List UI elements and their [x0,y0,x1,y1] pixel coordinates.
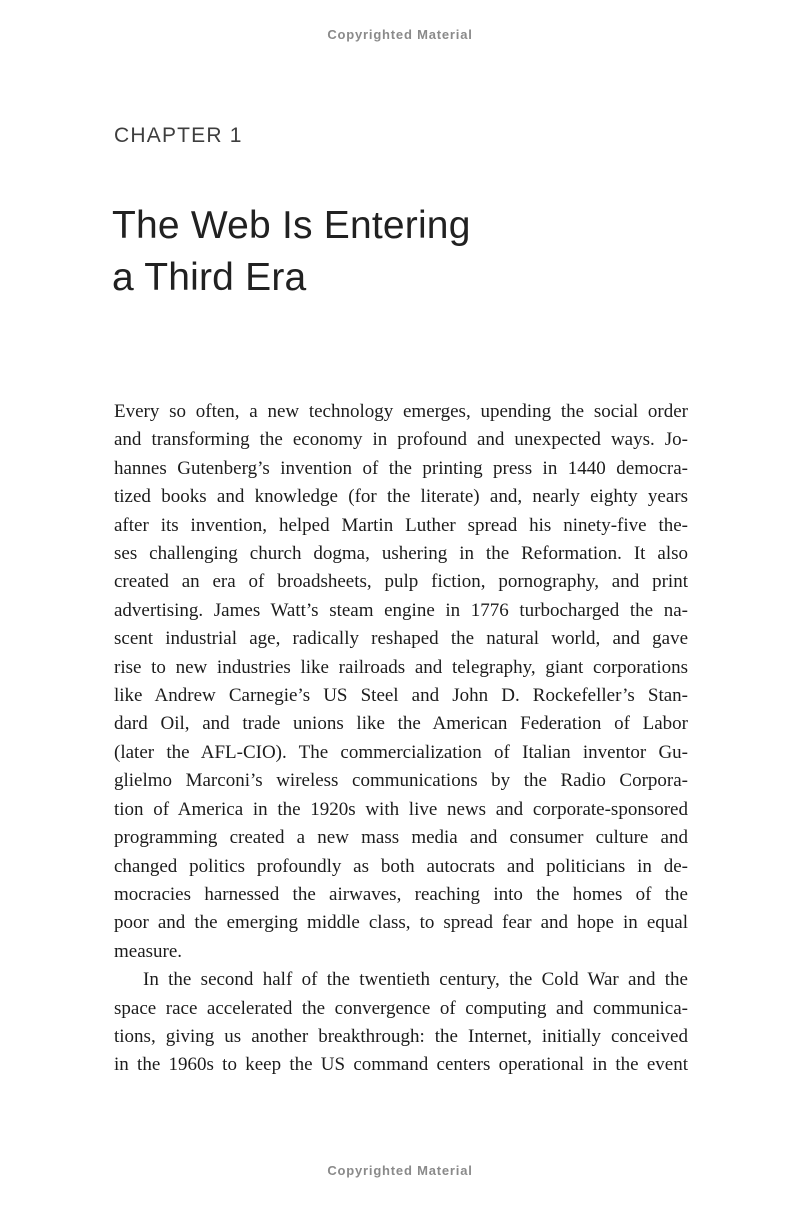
text-line: glielmo Marconi’s wireless communications by the Radio Corpora- [114,770,688,792]
text-line: scent industrial age, radically reshaped the natural world, and gave [114,628,688,650]
text-line: programming created a new mass media and consumer culture and [114,827,688,849]
text-line: hannes Gutenberg’s invention of the printing press in 1440 democra- [114,457,688,479]
text-line: in the 1960s to keep the US command centers operational in the event [114,1054,688,1076]
text-line: and transforming the economy in profound and unexpected ways. Jo- [114,429,688,451]
text-line: space race accelerated the convergence of computing and communica- [114,997,688,1019]
text-line: dard Oil, and trade unions like the American Federation of Labor [114,713,688,735]
chapter-title-line-2: a Third Era [112,256,307,299]
chapter-title [112,200,471,304]
copyright-notice-top: Copyrighted Material [327,27,473,42]
text-line: poor and the emerging middle class, to spread fear and hope in equal [114,912,688,934]
text-line: (later the AFL-CIO). The commercialization of Italian inventor Gu- [114,741,688,763]
text-line: tion of America in the 1920s with live news and corporate-sponsored [114,798,688,820]
text-line: In the second half of the twentieth century, the Cold War and the [143,969,688,991]
text-line: advertising. James Watt’s steam engine in 1776 turbocharged the na- [114,599,688,621]
text-line: tions, giving us another breakthrough: the Internet, initially conceived [114,1025,688,1047]
paragraph [114,398,688,966]
body-text [114,398,688,1080]
paragraph [114,966,688,1080]
text-line: created an era of broadsheets, pulp fiction, pornography, and print [114,571,688,593]
text-line: mocracies harnessed the airwaves, reaching into the homes of the [114,883,688,905]
text-line: ses challenging church dogma, ushering in the Reformation. It also [114,543,688,565]
text-line: rise to new industries like railroads and telegraphy, giant corporations [114,656,688,678]
copyright-notice-bottom: Copyrighted Material [327,1163,473,1178]
chapter-title-line-1: The Web Is Entering [112,204,471,247]
text-line: changed politics profoundly as both autocrats and politicians in de- [114,855,688,877]
text-line: measure. [114,940,183,962]
text-line: like Andrew Carnegie’s US Steel and John D. Rockefeller’s Stan- [114,685,688,707]
text-line: after its invention, helped Martin Luther spread his ninety-five the- [114,514,688,536]
text-line: Every so often, a new technology emerges, upending the social order [114,401,688,422]
chapter-label: CHAPTER 1 [114,124,243,147]
text-line: tized books and knowledge (for the literate) and, nearly eighty years [114,486,688,508]
